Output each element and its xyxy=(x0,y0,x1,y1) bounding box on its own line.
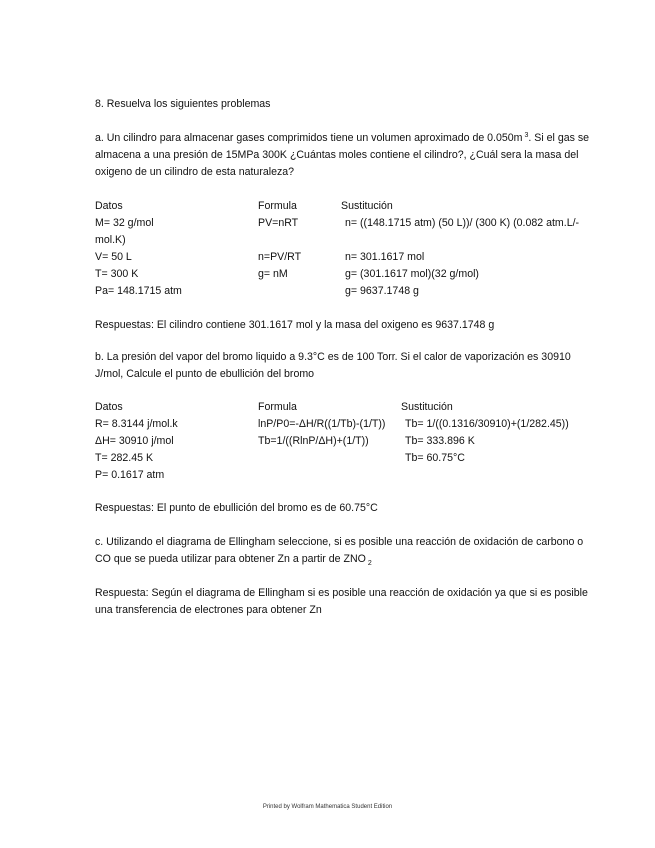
b-header-datos: Datos xyxy=(95,401,123,413)
problem-a-statement-text-cont: . Si el gas se almacena a una presión de 15MPa 300K ¿Cuántas moles contiene el cilindro?, ¿Cuál sera la masa del oxigeno de un cilindro de esta naturaleza? xyxy=(95,132,590,178)
b-formula: lnP/P0=-ΔH/R((1/Tb)-(1/T)) xyxy=(258,418,386,430)
oxide-subscript: 2 xyxy=(367,560,372,567)
section-heading: 8. Resuelva los siguientes problemas xyxy=(95,98,271,110)
a-dato: T= 300 K xyxy=(95,268,139,280)
print-footer: Printed by Wolfram Mathematica Student Edition xyxy=(262,804,393,810)
b-formula: Tb=1/((RlnP/ΔH)+(1/T)) xyxy=(258,435,369,447)
c-respuesta: Respuesta: Según el diagrama de Ellingham si es posible una reacción de oxidación ya que si es posible una transferencia de electrones para obtener Zn xyxy=(95,587,588,616)
a-sustitucion: n= 301.1617 mol xyxy=(345,251,425,263)
a-sustitucion: g= 9637.1748 g xyxy=(345,285,419,297)
a-sustitucion: n= ((148.1715 atm) (50 L))/ (300 K) (0.082 atm.L/- xyxy=(345,217,580,229)
a-dato: V= 50 L xyxy=(95,251,132,263)
b-sustitucion: Tb= 1/((0.1316/30910)+(1/282.45)) xyxy=(405,418,569,430)
problem-a-statement-text: a. Un cilindro para almacenar gases comprimidos tiene un volumen aproximado de 0.050m xyxy=(95,132,523,144)
b-dato: T= 282.45 K xyxy=(95,452,154,464)
b-header-formula: Formula xyxy=(258,401,297,413)
cubic-superscript: 3 xyxy=(524,132,529,139)
a-header-datos: Datos xyxy=(95,200,123,212)
b-sustitucion: Tb= 333.896 K xyxy=(405,435,475,447)
a-formula: PV=nRT xyxy=(258,217,299,229)
problem-c-statement-text: c. Utilizando el diagrama de Ellingham seleccione, si es posible una reacción de oxidación de carbono o CO que se pueda utilizar para obtener Zn a partir de ZNO xyxy=(95,536,584,565)
a-header-formula: Formula xyxy=(258,200,297,212)
b-dato: R= 8.3144 j/mol.k xyxy=(95,418,178,430)
a-dato: Pa= 148.1715 atm xyxy=(95,285,182,297)
b-dato: P= 0.1617 atm xyxy=(95,469,165,481)
a-formula: g= nM xyxy=(258,268,288,280)
b-sustitucion: Tb= 60.75°C xyxy=(405,452,465,464)
problem-c-statement xyxy=(95,534,600,568)
a-respuesta: Respuestas: El cilindro contiene 301.1617 mol y la masa del oxigeno es 9637.1748 g xyxy=(95,319,495,331)
a-header-sustitucion: Sustitución xyxy=(341,200,393,212)
b-respuesta: Respuestas: El punto de ebullición del bromo es de 60.75°C xyxy=(95,502,378,514)
b-header-sustitucion: Sustitución xyxy=(401,401,453,413)
problem-b-statement: b. La presión del vapor del bromo liquido a 9.3°C es de 100 Torr. Si el calor de vaporización es 30910 J/mol, Calcule el punto de ebullición del bromo xyxy=(95,351,571,380)
a-sustitucion-cont: mol.K) xyxy=(95,234,126,246)
a-dato: M= 32 g/mol xyxy=(95,217,154,229)
a-sustitucion: g= (301.1617 mol)(32 g/mol) xyxy=(345,268,479,280)
b-dato: ΔH= 30910 j/mol xyxy=(95,435,174,447)
a-formula: n=PV/RT xyxy=(258,251,302,263)
problem-a-statement xyxy=(95,130,600,181)
